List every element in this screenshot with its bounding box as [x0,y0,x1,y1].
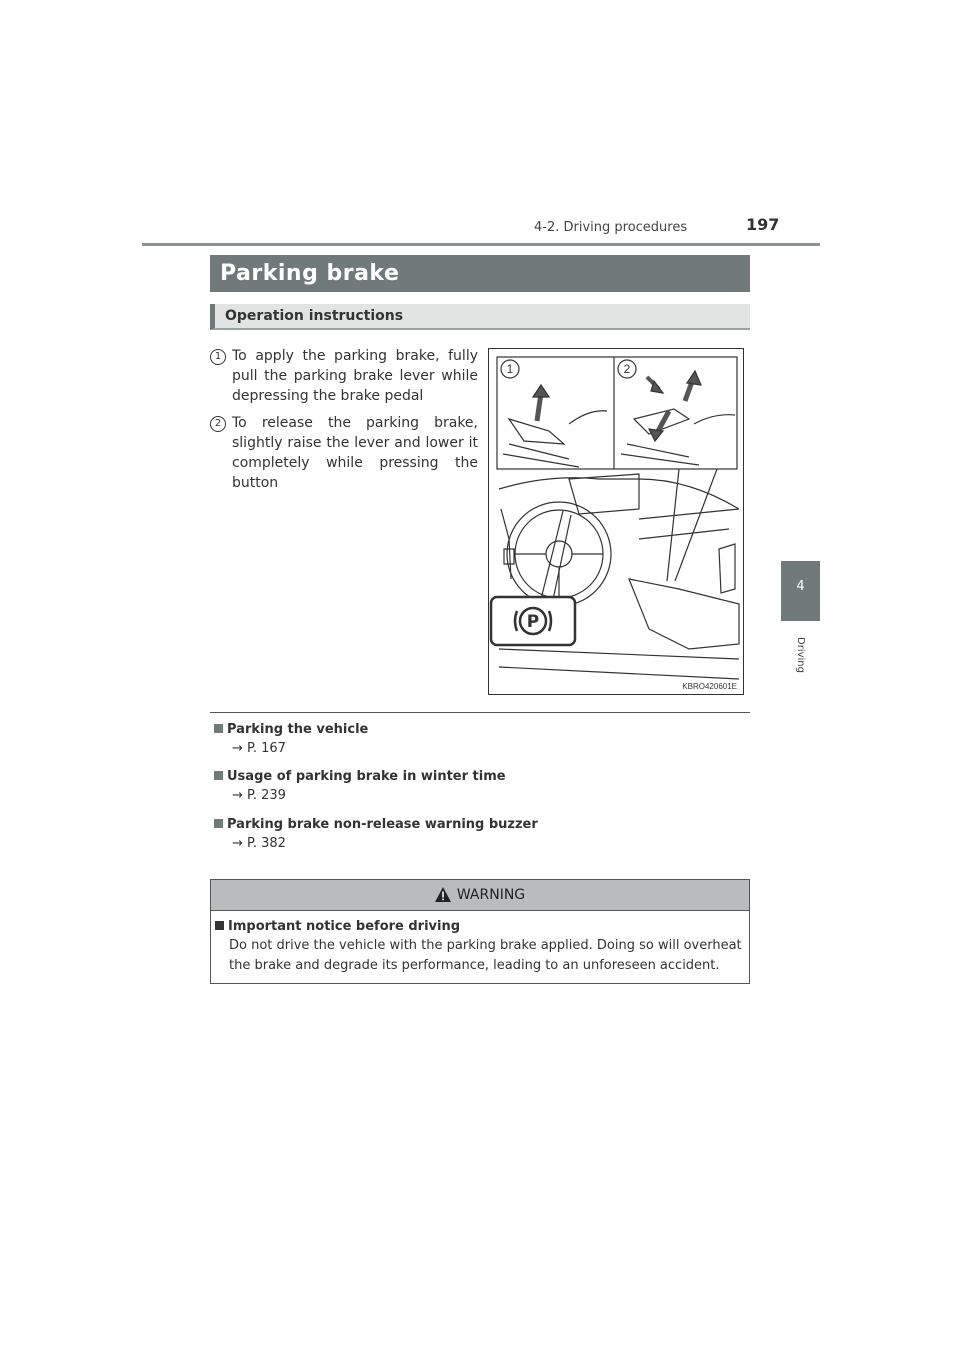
warning-header [211,880,749,911]
arrow-icon: → [232,741,243,756]
page-reference-link[interactable]: P. 167 [247,741,286,756]
callout-2: 2 [623,362,631,376]
step-2 [210,413,478,493]
bullet-square-icon [214,724,223,733]
bullet-square-icon [215,921,224,930]
callout-1: 1 [506,362,514,376]
step-number-badge: 2 [210,416,226,432]
bullet-square-icon [214,771,223,780]
warning-triangle-icon [435,883,451,913]
info-item-parking-vehicle [214,722,368,756]
warning-subtitle: Important notice before driving [228,919,461,934]
step-text: To apply the parking brake, fully pull the parking brake lever while depressing the brake pedal [232,348,478,404]
page-reference-link[interactable]: P. 239 [247,788,286,803]
bullet-square-icon [214,819,223,828]
header-section-title: 4-2. Driving procedures [534,220,688,235]
illustration-code: KBRO420601E [682,682,737,691]
info-title: Parking the vehicle [227,722,369,737]
chapter-tab[interactable] [781,561,820,621]
step-number-badge: 1 [210,349,226,365]
step-1 [210,346,478,406]
step-text: To release the parking brake, slightly raise the lever and lower it completely while pressing the button [232,415,478,491]
chapter-number: 4 [796,579,805,594]
info-title: Parking brake non-release warning buzzer [227,817,538,832]
arrow-icon: → [232,788,243,803]
info-item-winter-usage [214,769,506,803]
cockpit-drawing [489,349,743,694]
arrow-icon: → [232,836,243,851]
info-item-warning-buzzer [214,817,538,851]
section-title: Operation instructions [210,304,750,330]
chapter-label: Driving [795,637,806,673]
section-divider [210,712,750,713]
parking-p-symbol: P [526,612,540,632]
warning-box [210,879,750,984]
warning-text: Do not drive the vehicle with the parking brake applied. Doing so will overheat the brake and degrade its performance, leading to an unforeseen accident. [229,938,742,973]
page-number: 197 [746,215,780,234]
page-reference-link[interactable]: P. 382 [247,836,286,851]
info-title: Usage of parking brake in winter time [227,769,506,784]
parking-brake-illustration [488,348,744,695]
warning-title: WARNING [456,887,526,903]
header-divider [142,243,820,246]
page-title: Parking brake [210,255,750,292]
